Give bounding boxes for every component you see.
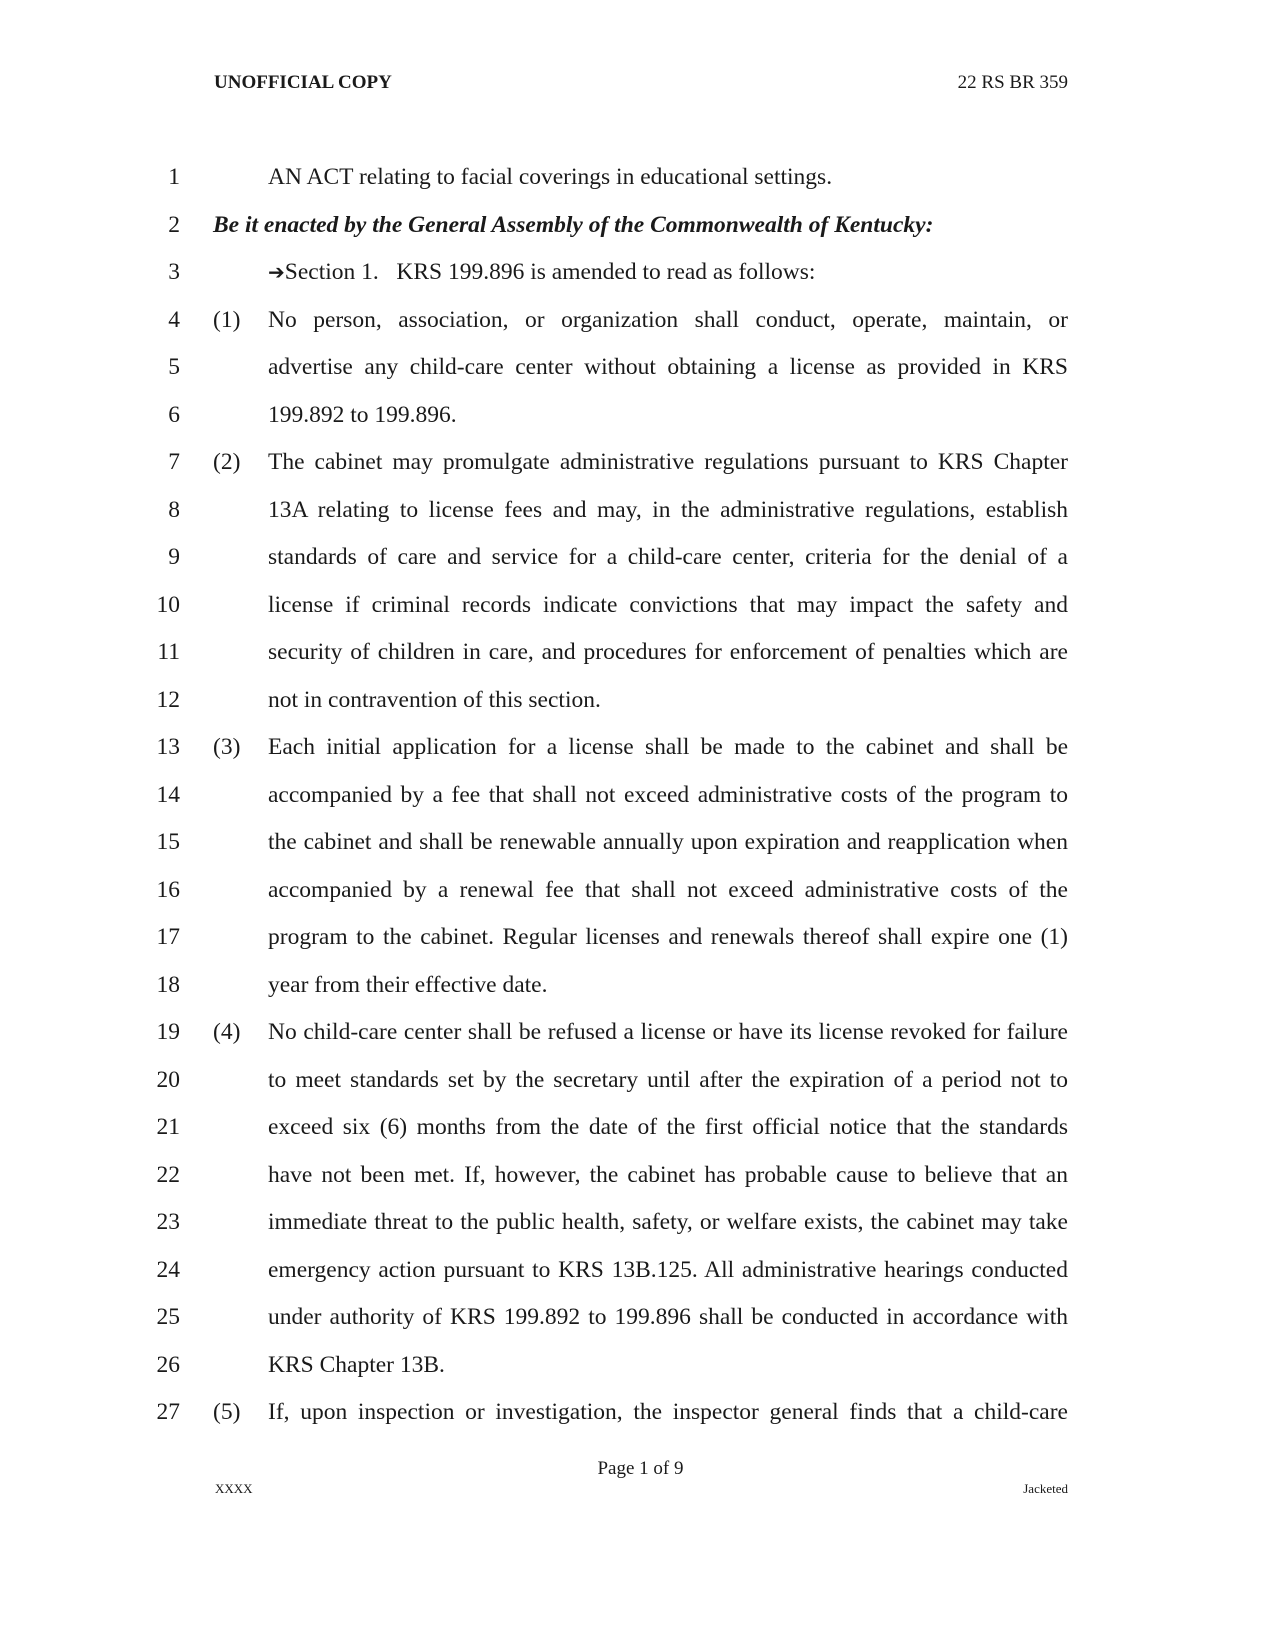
document-line (0, 255, 1265, 303)
document-line (0, 1300, 1265, 1348)
line-text: to meet standards set by the secretary until after the expiration of a period not to (268, 1066, 1068, 1093)
line-number: 4 (168, 306, 180, 333)
document-line (0, 303, 1265, 351)
line-number: 27 (156, 1399, 180, 1425)
line-number: 25 (156, 1304, 180, 1330)
subsection-marker: (5) (213, 1399, 241, 1425)
document-line (0, 778, 1265, 826)
line-text: If, upon inspection or investigation, the inspector general finds that a child-care (268, 1399, 1068, 1425)
line-text: under authority of KRS 199.892 to 199.896 shall be conducted in accordance with (268, 1304, 1068, 1330)
document-line (0, 730, 1265, 778)
line-text: program to the cabinet. Regular licenses and renewals thereof shall expire one (1) (268, 924, 1068, 950)
line-text: year from their effective date. (268, 971, 548, 998)
line-text: advertise any child-care center without obtaining a license as provided in KRS (268, 354, 1068, 380)
line-text: the cabinet and shall be renewable annually upon expiration and reapplication when (268, 829, 1068, 855)
subsection-marker: (2) (213, 449, 241, 475)
line-text (268, 255, 1068, 289)
line-number: 9 (168, 544, 180, 570)
line-text: standards of care and service for a child-care center, criteria for the denial of a (268, 544, 1068, 570)
document-line (0, 540, 1265, 588)
document-line (0, 1395, 1265, 1443)
header-bill-request-number: 22 RS BR 359 (957, 72, 1068, 93)
document-line (0, 683, 1265, 731)
document-line (0, 873, 1265, 921)
line-number: 15 (156, 829, 180, 855)
header-unofficial-copy: UNOFFICIAL COPY (214, 72, 392, 93)
line-number: 21 (156, 1114, 180, 1140)
line-number: 7 (168, 449, 180, 475)
line-text: accompanied by a fee that shall not exceed administrative costs of the program to (268, 781, 1068, 808)
line-text: emergency action pursuant to KRS 13B.125. All administrative hearings conducted (268, 1256, 1068, 1283)
line-number: 26 (156, 1351, 180, 1378)
line-text: not in contravention of this section. (268, 686, 601, 713)
line-number: 19 (156, 1019, 180, 1045)
line-text: 199.892 to 199.896. (268, 401, 457, 428)
document-body (0, 160, 1265, 1443)
line-number: 1 (168, 164, 180, 190)
line-text: have not been met. If, however, the cabinet has probable cause to believe that an (268, 1161, 1068, 1188)
line-text: KRS Chapter 13B. (268, 1351, 445, 1378)
right-arrow-icon: ➔ (268, 260, 285, 284)
document-line (0, 1110, 1265, 1158)
line-number: 24 (156, 1256, 180, 1283)
document-line (0, 1015, 1265, 1063)
line-number: 12 (156, 686, 180, 713)
line-number: 6 (168, 401, 180, 428)
document-line (0, 588, 1265, 636)
document-line (0, 493, 1265, 541)
line-number: 20 (156, 1066, 180, 1093)
document-line (0, 350, 1265, 398)
footer-status: Jacketed (1023, 1481, 1068, 1496)
document-line (0, 160, 1265, 208)
subsection-marker: (1) (213, 306, 241, 333)
line-number: 3 (168, 259, 180, 285)
line-text: No person, association, or organization shall conduct, operate, maintain, or (268, 306, 1068, 333)
document-line (0, 1348, 1265, 1396)
line-text: immediate threat to the public health, safety, or welfare exists, the cabinet may take (268, 1209, 1068, 1235)
enacting-clause: Be it enacted by the General Assembly of the Commonwealth of Kentucky: (213, 211, 934, 238)
line-text: The cabinet may promulgate administrative regulations pursuant to KRS Chapter (268, 449, 1068, 475)
line-number: 14 (156, 781, 180, 808)
document-line (0, 208, 1265, 256)
line-text: No child-care center shall be refused a license or have its license revoked for failure (268, 1019, 1068, 1045)
line-number: 23 (156, 1209, 180, 1235)
line-text: license if criminal records indicate convictions that may impact the safety and (268, 591, 1068, 618)
line-number: 10 (156, 591, 180, 618)
line-number: 22 (156, 1161, 180, 1188)
section-heading: Section 1. KRS 199.896 is amended to read as follows: (284, 259, 816, 285)
subsection-marker: (3) (213, 734, 241, 760)
document-line (0, 398, 1265, 446)
act-title: AN ACT relating to facial coverings in educational settings. (268, 164, 833, 190)
line-number: 17 (156, 924, 180, 950)
line-text: Each initial application for a license shall be made to the cabinet and shall be (268, 734, 1068, 760)
line-number: 8 (168, 496, 180, 523)
line-text: security of children in care, and procedures for enforcement of penalties which are (268, 639, 1068, 665)
line-number: 16 (156, 876, 180, 903)
line-text: accompanied by a renewal fee that shall not exceed administrative costs of the (268, 876, 1068, 903)
line-number: 13 (156, 734, 180, 760)
subsection-marker: (4) (213, 1019, 241, 1045)
line-text: exceed six (6) months from the date of the first official notice that the standards (268, 1114, 1068, 1140)
line-number: 2 (168, 211, 180, 238)
page-number: Page 1 of 9 (597, 1458, 684, 1479)
document-line (0, 1063, 1265, 1111)
document-line (0, 1158, 1265, 1206)
line-number: 11 (157, 639, 180, 665)
document-line (0, 445, 1265, 493)
document-line (0, 825, 1265, 873)
document-line (0, 1253, 1265, 1301)
line-number: 5 (168, 354, 180, 380)
line-text: 13A relating to license fees and may, in the administrative regulations, establish (268, 496, 1068, 523)
document-line (0, 1205, 1265, 1253)
line-number: 18 (156, 971, 180, 998)
document-line (0, 920, 1265, 968)
footer-code: XXXX (215, 1481, 253, 1496)
document-line (0, 635, 1265, 683)
document-line (0, 968, 1265, 1016)
